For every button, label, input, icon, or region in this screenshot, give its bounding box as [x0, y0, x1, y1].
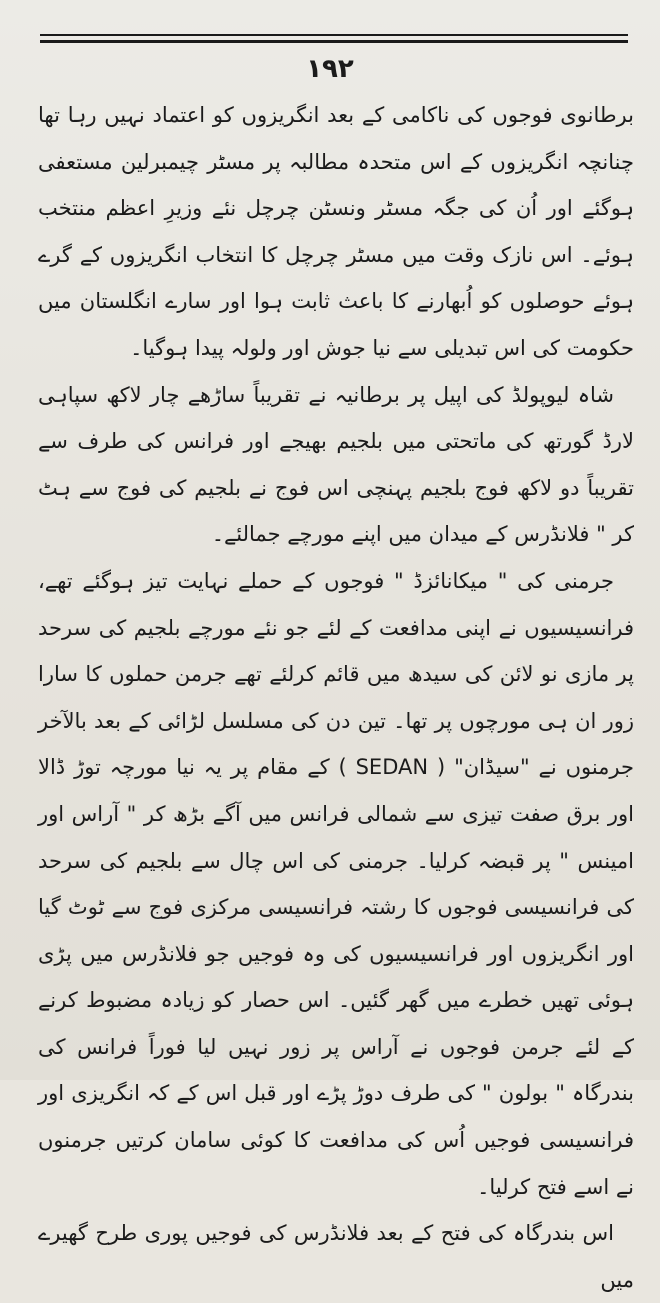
- paragraph-1: برطانوی فوجوں کی ناکامی کے بعد انگریزوں کو اعتماد نہیں رہا تھا چنانچہ انگریزوں کے اس متحدہ مطالبہ پر مسٹر چیمبرلین مستعفی ہوگئے اور اُن کی جگہ مسٹر ونسٹن چرچل نئے وزیرِ اعظم منتخب ہوئے۔ اس نازک وقت میں مسٹر چرچل کا انتخاب انگریزوں کے گرے ہوئے حوصلوں کو اُبھارنے کا باعث ثابت ہوا اور سارے انگلستان میں حکومت کی اس تبدیلی سے نیا جوش اور ولولہ پیدا ہوگیا۔: [38, 103, 634, 360]
- paragraph-2: شاہ لیوپولڈ کی اپیل پر برطانیہ نے تقریباً ساڑھے چار لاکھ سپاہی لارڈ گورتھ کی ماتحتی میں بلجیم بھیجے اور فرانس کی طرف سے تقریباً دو لاکھ فوج بلجیم پہنچی اس فوج نے بلجیم کی فوج سے ہٹ کر " فلانڈرس کے میدان میں اپنے مورچے جمالئے۔: [38, 382, 634, 547]
- header-rule-thin: [40, 34, 628, 36]
- page-number: ۱۹۲: [306, 54, 354, 84]
- body-text: [38, 92, 634, 1303]
- paragraph-3: جرمنی کی " میکانائزڈ " فوجوں کے حملے نہایت تیز ہوگئے تھے، فرانسیسیوں نے اپنی مدافعت کے لئے جو نئے مورچے بلجیم کی سرحد پر مازی نو لائن کی سیدھ میں قائم کرلئے تھے جرمن حملوں کا سارا زور ان ہی مورچوں پر تھا۔ تین دن کی مسلسل لڑائی کے بعد بالآخر جرمنوں نے "سیڈان" ( SEDAN ) کے مقام پر یہ نیا مورچہ توڑ ڈالا اور برق صفت تیزی سے شمالی فرانس میں آگے بڑھ کر " آراس اور امینس " پر قبضہ کرلیا۔ جرمنی کی اس چال سے بلجیم کی سرحد کی فرانسیسی فوجوں کا رشتہ فرانسیسی مرکزی فوج سے ٹوٹ گیا اور انگریزوں اور فرانسیسیوں کی وہ فوجیں جو فلانڈرس میں پڑی ہوئی تھیں خطرے میں گھر گئیں۔ اس حصار کو زیادہ مضبوط کرنے کے لئے جرمن فوجوں نے آراس پر زور نہیں لیا فوراً فرانس کی بندرگاہ " بولون " کی طرف دوڑ پڑے اور قبل اس کے کہ انگریزی اور فرانسیسی فوجیں اُس کی مدافعت کا کوئی سامان کرتیں جرمنوں نے اسے فتح کرلیا۔: [38, 568, 634, 1199]
- header-rule-thick: [40, 40, 628, 43]
- paragraph-4: اس بندرگاہ کی فتح کے بعد فلانڈرس کی فوجیں پوری طرح گھیرے میں: [38, 1221, 634, 1292]
